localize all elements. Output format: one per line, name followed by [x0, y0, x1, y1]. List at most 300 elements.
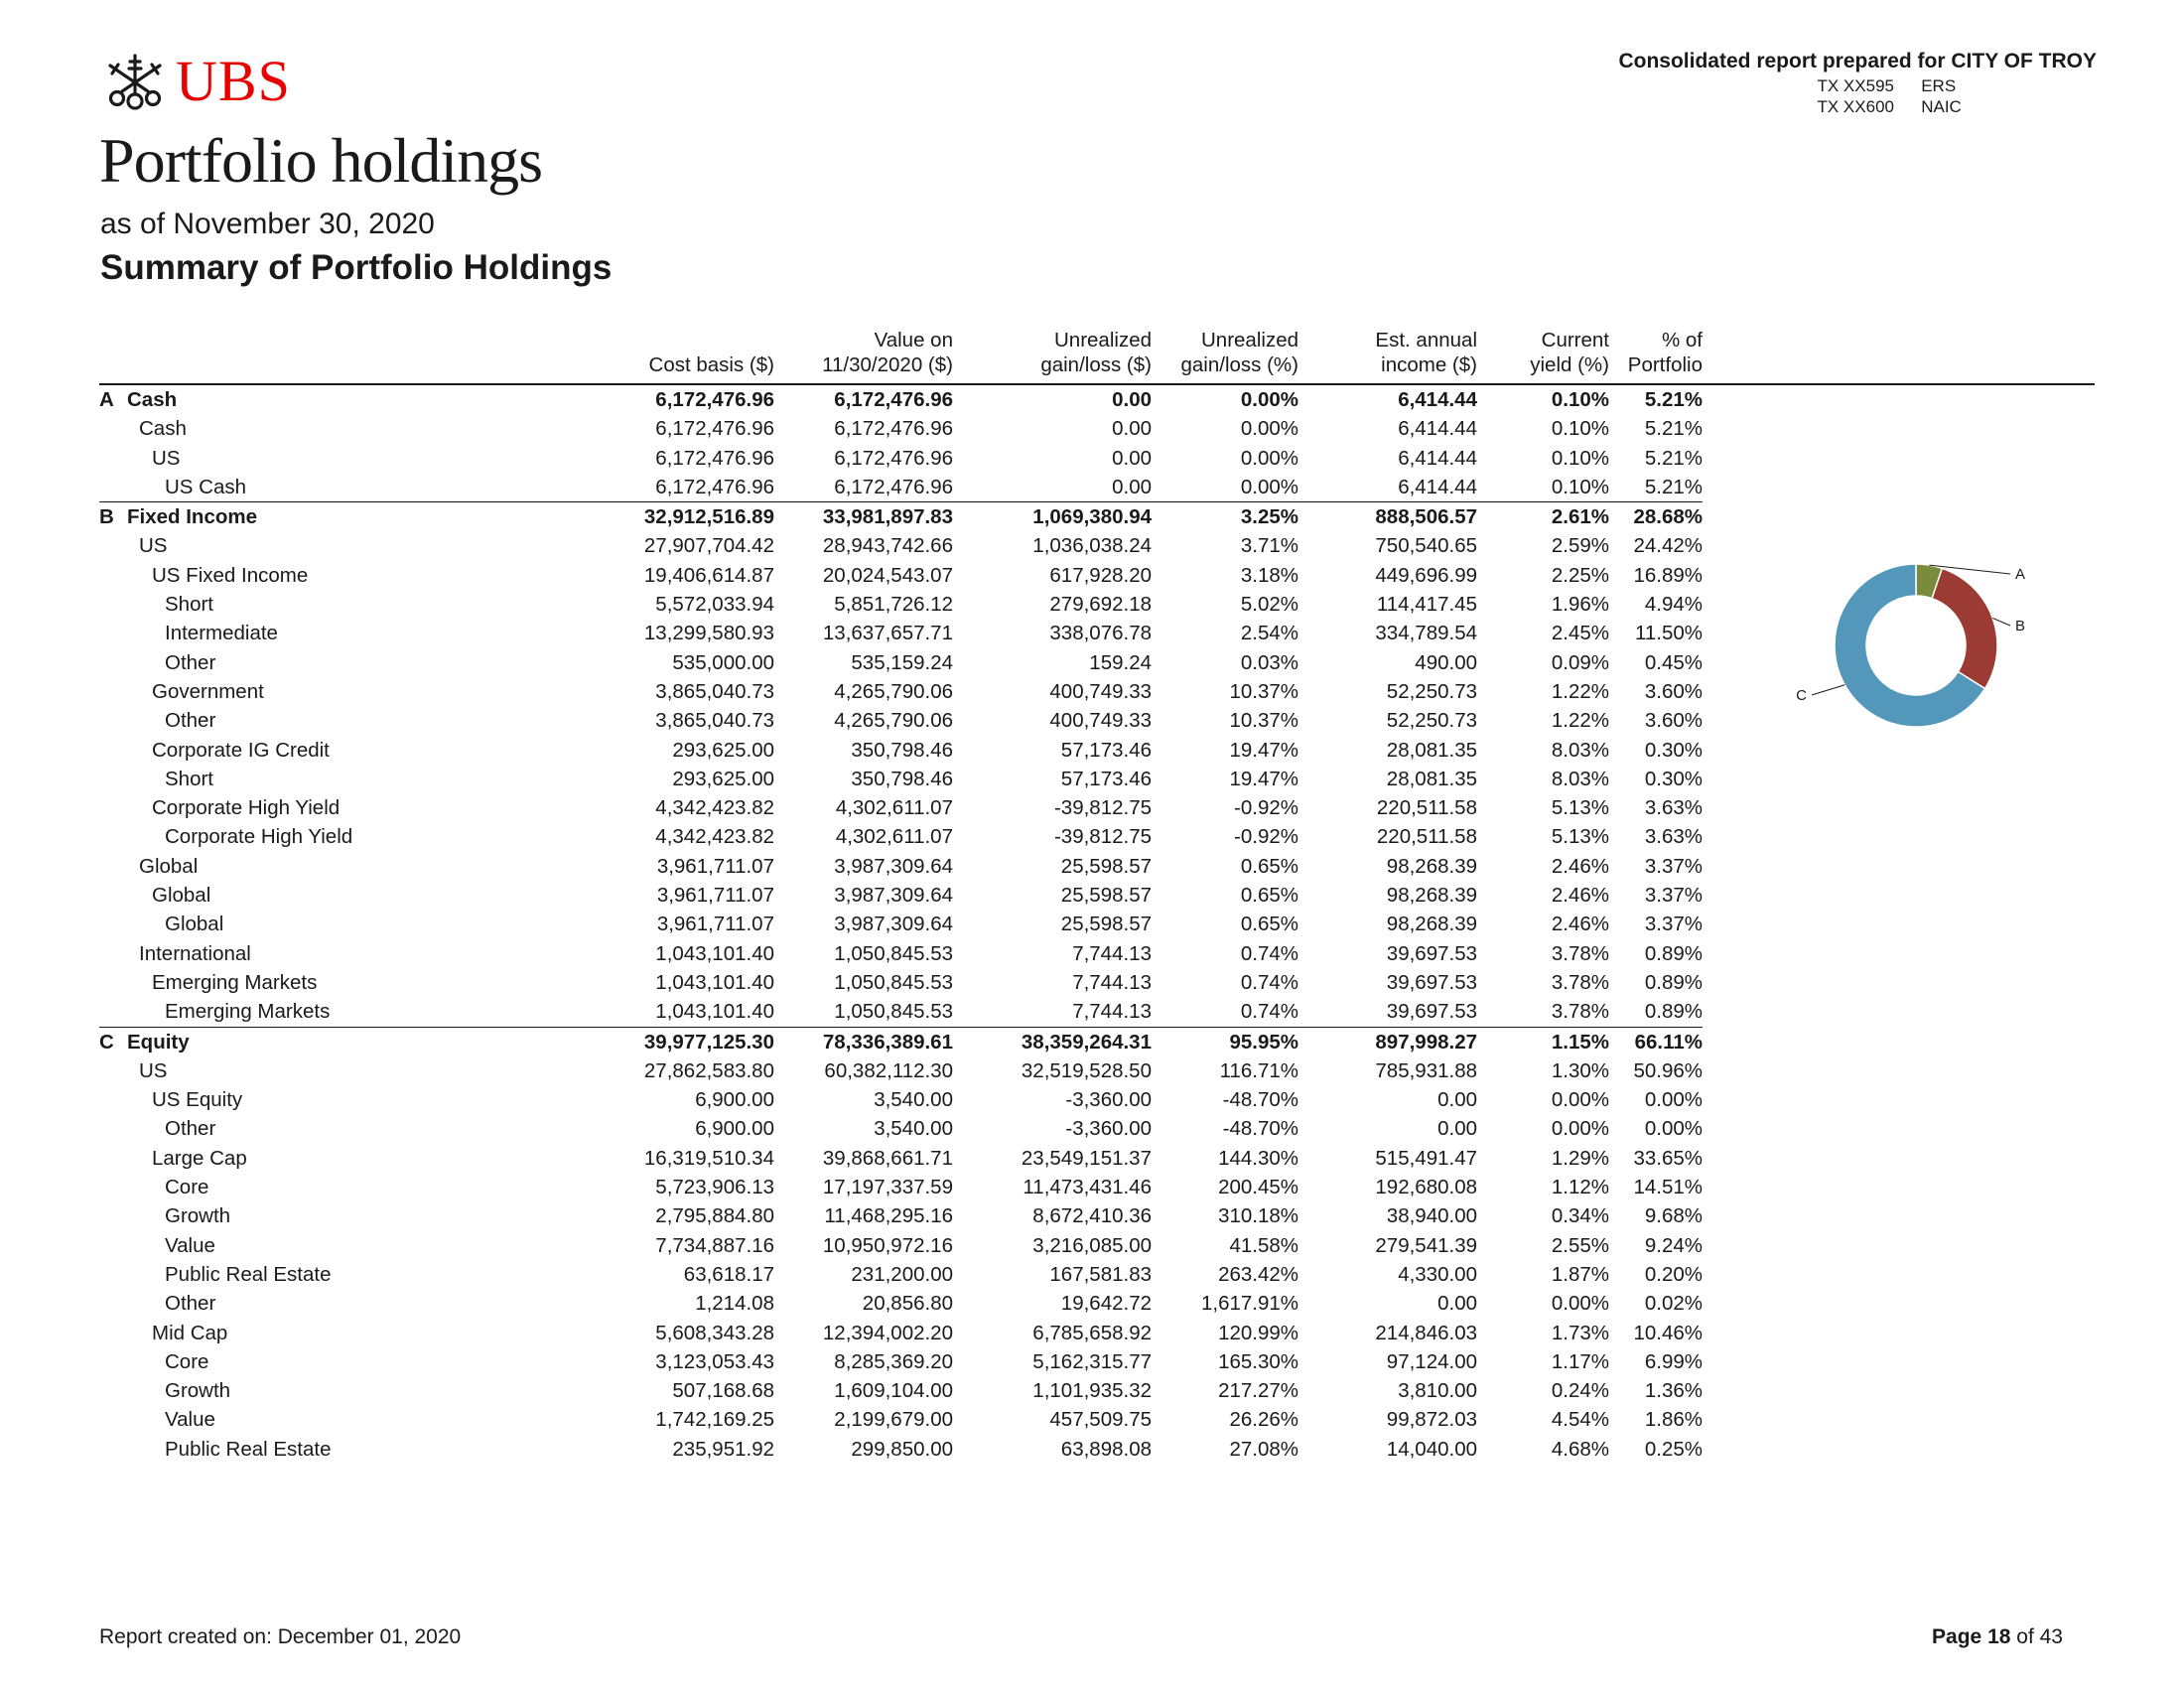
cell-spacer [1703, 1405, 2095, 1434]
cell-portfolio: 3.37% [1644, 913, 1703, 936]
cell-ugl-pct: 3.18% [1240, 563, 1298, 587]
cell-spacer [1703, 1027, 2095, 1056]
cell-income: 98,268.39 [1386, 884, 1477, 908]
cell-ugl-usd: 167,581.83 [1049, 1262, 1152, 1286]
cell-ugl-pct: 41.58% [1229, 1233, 1298, 1257]
client-name: CITY OF TROY [1951, 50, 2097, 72]
cell-income: 0.00 [1437, 1292, 1477, 1316]
cell-income: 14,040.00 [1386, 1437, 1477, 1461]
cell-cost: 1,043,101.40 [655, 1000, 774, 1024]
cell-portfolio: 11.50% [1634, 622, 1703, 645]
cell-portfolio: 0.25% [1644, 1437, 1703, 1461]
cell-portfolio: 6.99% [1644, 1349, 1703, 1373]
cell-value: 3,987,309.64 [834, 913, 953, 936]
cell-ugl-usd: 7,744.13 [1072, 941, 1152, 965]
cell-spacer [1703, 852, 2095, 881]
cell-portfolio: 0.20% [1644, 1262, 1703, 1286]
as-of-date: as of November 30, 2020 [100, 208, 435, 240]
cell-ugl-usd: 400,749.33 [1049, 679, 1152, 703]
cell-spacer [1703, 1201, 2095, 1230]
table-row [99, 473, 2095, 502]
row-label-text: Value [165, 1233, 215, 1257]
cell-spacer [1703, 384, 2095, 414]
cell-value: 1,050,845.53 [834, 1000, 953, 1024]
row-label [99, 997, 630, 1027]
cell-yield: 3.78% [1551, 941, 1609, 965]
cell-value: 20,024,543.07 [822, 563, 953, 587]
cell-portfolio: 3.63% [1644, 796, 1703, 820]
cell-portfolio: 0.30% [1644, 738, 1703, 762]
row-label [99, 706, 630, 735]
cell-cost: 2,795,884.80 [655, 1204, 774, 1228]
row-label-text: US Fixed Income [152, 563, 309, 587]
cell-cost: 5,723,906.13 [655, 1176, 774, 1199]
donut-label-b: B [2015, 618, 2026, 634]
cell-value: 350,798.46 [851, 738, 953, 762]
section-title: Summary of Portfolio Holdings [100, 248, 613, 287]
table-row [99, 1056, 2095, 1085]
row-label [99, 793, 630, 822]
cell-value: 1,050,845.53 [834, 970, 953, 994]
cell-yield: 0.10% [1551, 446, 1609, 470]
cell-portfolio: 0.89% [1644, 941, 1703, 965]
cell-ugl-usd: 57,173.46 [1060, 767, 1152, 790]
cell-spacer [1703, 1319, 2095, 1347]
cell-income: 750,540.65 [1375, 534, 1477, 558]
cell-portfolio: 0.30% [1644, 767, 1703, 790]
row-label [99, 1114, 630, 1143]
table-row-section [99, 1027, 2095, 1056]
cell-portfolio: 5.21% [1644, 475, 1703, 498]
cell-income: 97,124.00 [1386, 1349, 1477, 1373]
row-label [99, 1435, 630, 1464]
page-prefix: Page [1932, 1625, 1982, 1648]
cell-spacer [1703, 793, 2095, 822]
table-row [99, 852, 2095, 881]
cell-ugl-usd: 25,598.57 [1060, 884, 1152, 908]
table-row [99, 939, 2095, 968]
cell-yield: 2.61% [1477, 502, 1609, 532]
cell-spacer [1703, 1056, 2095, 1085]
cell-ugl-usd: 57,173.46 [1060, 738, 1152, 762]
account-type: ERS [1921, 76, 1957, 95]
cell-cost: 1,742,169.25 [655, 1408, 774, 1432]
cell-value: 4,265,790.06 [834, 709, 953, 733]
cell-ugl-pct: 0.00% [1240, 388, 1298, 411]
cell-income: 220,511.58 [1376, 796, 1477, 820]
cell-value: 4,265,790.06 [834, 679, 953, 703]
cell-spacer [1703, 1260, 2095, 1289]
table-row [99, 1085, 2095, 1114]
row-label-text: Government [152, 679, 264, 703]
cell-yield: 1.12% [1551, 1176, 1609, 1199]
table-row [99, 1376, 2095, 1405]
cell-portfolio: 1.86% [1644, 1408, 1703, 1432]
header-value: Value on 11/30/2020 ($) [774, 328, 953, 384]
cell-income: 214,846.03 [1375, 1321, 1477, 1344]
cell-yield: 1.22% [1551, 679, 1609, 703]
cell-yield: 1.73% [1551, 1321, 1609, 1344]
row-label-text: Equity [127, 1030, 190, 1054]
cell-ugl-usd: 159.24 [1089, 650, 1152, 674]
cell-income: 52,250.73 [1386, 709, 1477, 733]
row-label-text: Core [165, 1349, 209, 1373]
cell-value: 299,850.00 [851, 1437, 953, 1461]
cell-ugl-pct: 200.45% [1218, 1176, 1298, 1199]
cell-income: 515,491.47 [1375, 1146, 1477, 1170]
cell-income: 0.00 [1437, 1088, 1477, 1112]
cell-value: 231,200.00 [851, 1262, 953, 1286]
row-label [99, 414, 630, 443]
cell-portfolio: 0.02% [1644, 1292, 1703, 1316]
header-spacer [1703, 328, 2095, 384]
cell-income: 449,696.99 [1375, 563, 1477, 587]
row-label-text: Other [165, 650, 216, 674]
cell-cost: 6,172,476.96 [655, 475, 774, 498]
cell-ugl-pct: 10.37% [1229, 679, 1298, 703]
row-label [99, 1347, 630, 1376]
cell-portfolio: 0.89% [1644, 970, 1703, 994]
table-row [99, 997, 2095, 1027]
cell-spacer [1703, 1376, 2095, 1405]
cell-income: 3,810.00 [1398, 1379, 1477, 1403]
cell-cost: 6,172,476.96 [655, 388, 774, 411]
cell-ugl-pct: 0.74% [1240, 1000, 1298, 1024]
cell-value: 12,394,002.20 [822, 1321, 953, 1344]
row-label-text: Cash [139, 417, 187, 441]
cell-cost: 1,214.08 [695, 1292, 774, 1316]
cell-value: 28,943,742.66 [822, 534, 953, 558]
cell-income: 897,998.27 [1298, 1027, 1477, 1056]
cell-ugl-usd: 0.00 [1112, 475, 1152, 498]
row-label-text: Core [165, 1176, 209, 1199]
row-label-text: Emerging Markets [152, 970, 318, 994]
row-label-text: US Equity [152, 1088, 243, 1112]
row-label-text: Emerging Markets [165, 1000, 331, 1024]
cell-ugl-pct: 116.71% [1219, 1058, 1298, 1082]
cell-spacer [1703, 1173, 2095, 1201]
row-label [99, 881, 630, 910]
cell-cost: 6,172,476.96 [655, 417, 774, 441]
cell-ugl-usd: 457,509.75 [1049, 1408, 1152, 1432]
table-row [99, 444, 2095, 473]
row-label [99, 648, 630, 677]
cell-ugl-pct: 144.30% [1218, 1146, 1298, 1170]
cell-ugl-pct: 0.74% [1240, 970, 1298, 994]
cell-value: 1,050,845.53 [834, 941, 953, 965]
cell-ugl-usd: 0.00 [1112, 417, 1152, 441]
row-label-text: Growth [165, 1379, 231, 1403]
cell-yield: 0.34% [1551, 1204, 1609, 1228]
cell-portfolio: 5.21% [1644, 388, 1703, 411]
cell-cost: 6,172,476.96 [655, 446, 774, 470]
row-label [99, 444, 630, 473]
cell-cost: 293,625.00 [672, 767, 774, 790]
cell-income: 52,250.73 [1386, 679, 1477, 703]
cell-portfolio: 14.51% [1633, 1176, 1703, 1199]
cell-portfolio: 0.45% [1644, 650, 1703, 674]
table-row [99, 414, 2095, 443]
cell-value: 5,851,726.12 [834, 593, 953, 617]
cell-spacer [1703, 822, 2095, 851]
row-label-text: Large Cap [152, 1146, 247, 1170]
section-code: C [99, 1030, 114, 1054]
cell-yield: 8.03% [1551, 767, 1609, 790]
account-item [1817, 75, 2097, 96]
cell-ugl-usd: 23,549,151.37 [1021, 1146, 1152, 1170]
cell-income: 785,931.88 [1375, 1058, 1477, 1082]
cell-portfolio: 0.00% [1644, 1117, 1703, 1141]
cell-income: 6,414.44 [1398, 475, 1477, 498]
cell-ugl-pct: 263.42% [1218, 1262, 1298, 1286]
table-row [99, 765, 2095, 793]
cell-spacer [1703, 968, 2095, 997]
account-number: TX XX600 [1817, 97, 1894, 116]
cell-yield: 4.68% [1551, 1437, 1609, 1461]
cell-income: 192,680.08 [1375, 1176, 1477, 1199]
cell-cost: 27,862,583.80 [643, 1058, 774, 1082]
row-label [99, 852, 630, 881]
keys-icon [102, 52, 168, 111]
cell-yield: 2.25% [1551, 563, 1609, 587]
account-list [1817, 75, 2097, 117]
cell-cost: 7,734,887.16 [655, 1233, 774, 1257]
row-label-text: Global [139, 854, 199, 878]
cell-yield: 0.00% [1551, 1088, 1609, 1112]
cell-yield: 4.54% [1551, 1408, 1609, 1432]
cell-value: 3,540.00 [874, 1088, 953, 1112]
cell-portfolio: 0.89% [1644, 1000, 1703, 1024]
header-cost-basis: Cost basis ($) [630, 328, 774, 384]
cell-spacer [1703, 473, 2095, 502]
cell-portfolio: 66.11% [1609, 1027, 1703, 1056]
row-label [99, 736, 630, 765]
cell-ugl-pct: 120.99% [1218, 1321, 1298, 1344]
cell-ugl-usd: 0.00 [1112, 388, 1152, 411]
cell-value: 6,172,476.96 [834, 475, 953, 498]
cell-value: 4,302,611.07 [835, 825, 953, 849]
cell-cost: 3,123,053.43 [655, 1349, 774, 1373]
table-row-section [99, 384, 2095, 414]
cell-income: 220,511.58 [1376, 825, 1477, 849]
cell-value: 3,540.00 [874, 1117, 953, 1141]
row-label-text: Other [165, 709, 216, 733]
cell-spacer [1703, 939, 2095, 968]
cell-ugl-usd: -39,812.75 [1053, 825, 1152, 849]
page-number [1932, 1625, 2063, 1649]
report-header [1618, 50, 2097, 117]
cell-ugl-usd: 617,928.20 [1049, 563, 1152, 587]
cell-cost: 3,961,711.07 [656, 913, 774, 936]
row-label-text: Corporate High Yield [152, 796, 341, 820]
cell-ugl-usd: 338,076.78 [1049, 622, 1152, 645]
cell-spacer [1703, 1231, 2095, 1260]
cell-income: 6,414.44 [1398, 417, 1477, 441]
cell-income: 6,414.44 [1398, 446, 1477, 470]
cell-yield: 2.45% [1551, 622, 1609, 645]
cell-cost: 293,625.00 [672, 738, 774, 762]
cell-cost: 5,608,343.28 [655, 1321, 774, 1344]
cell-cost: 6,900.00 [695, 1117, 774, 1141]
page-current: 18 [1987, 1625, 2011, 1648]
row-label-text: Fixed Income [127, 505, 258, 529]
cell-ugl-pct: 217.27% [1218, 1379, 1298, 1403]
cell-ugl-usd: 3,216,085.00 [1032, 1233, 1152, 1257]
row-label [99, 822, 630, 851]
cell-portfolio: 50.96% [1633, 1058, 1703, 1082]
cell-spacer [1703, 1085, 2095, 1114]
cell-yield: 0.24% [1551, 1379, 1609, 1403]
cell-cost: 19,406,614.87 [643, 563, 774, 587]
table-row [99, 910, 2095, 938]
row-label [99, 1056, 630, 1085]
cell-ugl-usd: -3,360.00 [1065, 1117, 1152, 1141]
cell-spacer [1703, 1144, 2095, 1173]
row-label-text: Public Real Estate [165, 1262, 332, 1286]
cell-yield: 2.59% [1551, 534, 1609, 558]
cell-ugl-pct: 0.00% [1240, 475, 1298, 498]
row-label-text: Global [152, 884, 211, 908]
cell-ugl-usd: 7,744.13 [1072, 970, 1152, 994]
cell-portfolio: 4.94% [1644, 593, 1703, 617]
table-header-row [99, 328, 2095, 384]
cell-value: 13,637,657.71 [822, 622, 953, 645]
holdings-table [99, 328, 2095, 1464]
cell-ugl-usd: 279,692.18 [1049, 593, 1152, 617]
row-label [99, 1201, 630, 1230]
cell-ugl-usd: 11,473,431.46 [1023, 1176, 1152, 1199]
cell-cost: 27,907,704.42 [643, 534, 774, 558]
cell-ugl-usd: 8,672,410.36 [1032, 1204, 1152, 1228]
cell-yield: 0.10% [1551, 475, 1609, 498]
row-label [99, 384, 630, 414]
cell-ugl-pct: 2.54% [1240, 622, 1298, 645]
cell-yield: 2.46% [1551, 913, 1609, 936]
cell-cost: 6,900.00 [695, 1088, 774, 1112]
row-label-text: Short [165, 593, 213, 617]
cell-portfolio: 28.68% [1609, 502, 1703, 532]
cell-ugl-usd: 38,359,264.31 [953, 1027, 1152, 1056]
donut-leader-line [1812, 685, 1844, 695]
cell-yield: 1.15% [1477, 1027, 1609, 1056]
allocation-donut-chart [1787, 556, 2045, 755]
row-label [99, 1319, 630, 1347]
row-label [99, 590, 630, 619]
header-name [99, 328, 630, 384]
cell-spacer [1703, 502, 2095, 532]
row-label [99, 1260, 630, 1289]
cell-ugl-pct: 0.00% [1240, 446, 1298, 470]
table-row [99, 793, 2095, 822]
cell-income: 114,417.45 [1376, 593, 1477, 617]
cell-value: 10,950,972.16 [822, 1233, 953, 1257]
cell-spacer [1703, 414, 2095, 443]
cell-portfolio: 3.37% [1644, 884, 1703, 908]
cell-ugl-pct: -0.92% [1234, 796, 1298, 820]
row-label [99, 968, 630, 997]
header-pct-portfolio: % of Portfolio [1609, 328, 1703, 384]
cell-portfolio: 16.89% [1633, 563, 1703, 587]
cell-yield: 1.29% [1551, 1146, 1609, 1170]
donut-slice-b [1932, 568, 1997, 688]
cell-value: 6,172,476.96 [834, 417, 953, 441]
row-label [99, 1027, 630, 1056]
cell-spacer [1703, 997, 2095, 1027]
cell-income: 334,789.54 [1375, 622, 1477, 645]
row-label [99, 1376, 630, 1405]
cell-ugl-usd: -39,812.75 [1053, 796, 1152, 820]
row-label-text: International [139, 941, 251, 965]
cell-income: 39,697.53 [1386, 1000, 1477, 1024]
cell-spacer [1703, 765, 2095, 793]
cell-income: 0.00 [1437, 1117, 1477, 1141]
cell-yield: 0.00% [1551, 1117, 1609, 1141]
cell-portfolio: 3.60% [1644, 679, 1703, 703]
cell-cost: 3,961,711.07 [656, 884, 774, 908]
cell-portfolio: 9.24% [1644, 1233, 1703, 1257]
cell-ugl-pct: 0.65% [1240, 913, 1298, 936]
cell-cost: 535,000.00 [672, 650, 774, 674]
cell-value: 60,382,112.30 [824, 1058, 953, 1082]
cell-income: 6,414.44 [1398, 388, 1477, 411]
cell-yield: 5.13% [1551, 796, 1609, 820]
cell-yield: 0.10% [1551, 417, 1609, 441]
cell-ugl-usd: 1,036,038.24 [1032, 534, 1152, 558]
cell-ugl-pct: 165.30% [1218, 1349, 1298, 1373]
cell-ugl-pct: 0.65% [1240, 884, 1298, 908]
cell-ugl-usd: 0.00 [1112, 446, 1152, 470]
row-label [99, 677, 630, 706]
cell-ugl-pct: 5.02% [1240, 593, 1298, 617]
cell-spacer [1703, 1347, 2095, 1376]
cell-value: 350,798.46 [851, 767, 953, 790]
cell-ugl-pct: -0.92% [1234, 825, 1298, 849]
cell-value: 20,856.80 [862, 1292, 953, 1316]
table-row [99, 1201, 2095, 1230]
cell-spacer [1703, 910, 2095, 938]
cell-cost: 3,961,711.07 [656, 854, 774, 878]
cell-value: 17,197,337.59 [822, 1176, 953, 1199]
cell-cost: 16,319,510.34 [643, 1146, 774, 1170]
account-item [1817, 96, 2097, 117]
cell-cost: 4,342,423.82 [655, 796, 774, 820]
cell-ugl-usd: 400,749.33 [1049, 709, 1152, 733]
cell-value: 3,987,309.64 [834, 884, 953, 908]
cell-cost: 63,618.17 [683, 1262, 774, 1286]
cell-value: 6,172,476.96 [834, 446, 953, 470]
row-label-text: US [139, 534, 168, 558]
cell-ugl-usd: 25,598.57 [1060, 913, 1152, 936]
row-label [99, 1173, 630, 1201]
cell-ugl-usd: 1,101,935.32 [1032, 1379, 1152, 1403]
row-label-text: Mid Cap [152, 1321, 228, 1344]
cell-portfolio: 5.21% [1644, 446, 1703, 470]
table-row-section [99, 502, 2095, 532]
cell-ugl-pct: 310.18% [1218, 1204, 1298, 1228]
account-number: TX XX595 [1817, 76, 1894, 95]
prepared-prefix: Consolidated report prepared for [1618, 50, 1946, 72]
cell-yield: 5.13% [1551, 825, 1609, 849]
cell-ugl-pct: 27.08% [1229, 1437, 1298, 1461]
table-row [99, 1173, 2095, 1201]
row-label-text: Public Real Estate [165, 1437, 332, 1461]
header-current-yield: Current yield (%) [1477, 328, 1609, 384]
cell-yield: 0.09% [1551, 650, 1609, 674]
cell-ugl-pct: 0.03% [1240, 650, 1298, 674]
cell-income: 4,330.00 [1398, 1262, 1477, 1286]
cell-ugl-usd: 5,162,315.77 [1032, 1349, 1152, 1373]
row-label-text: US Cash [165, 475, 247, 498]
